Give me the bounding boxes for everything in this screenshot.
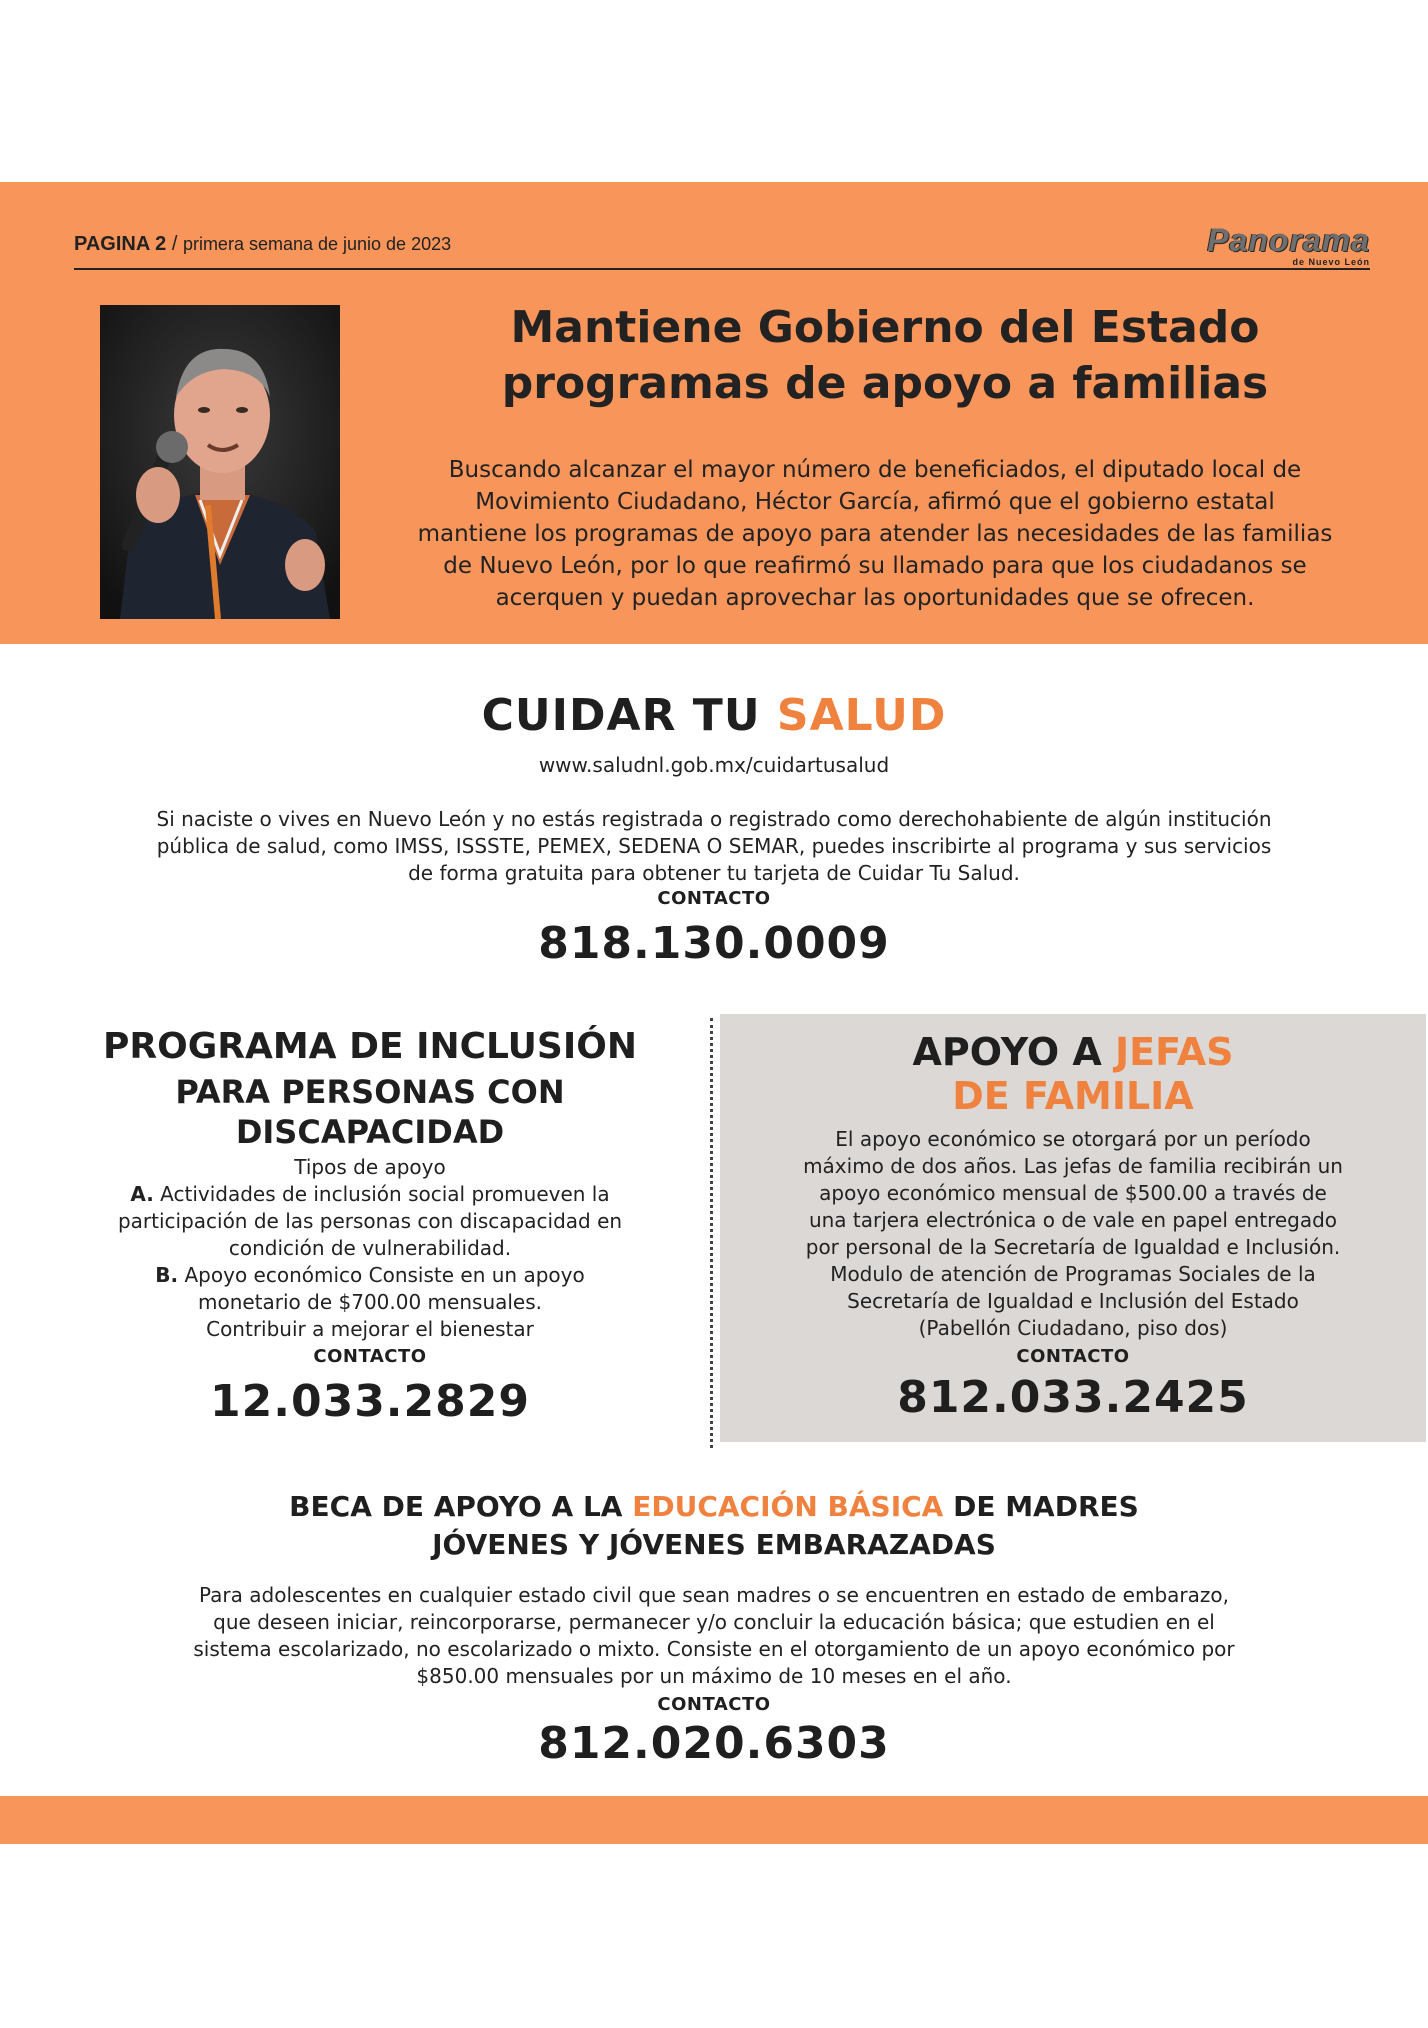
jefas-body (730, 1126, 1416, 1342)
beca-line: Para adolescentes en cualquier estado civil que sean madres o se encuentren en estado de embarazo, (199, 1583, 1229, 1607)
lead-line: Movimiento Ciudadano, Héctor García, afirmó que el gobierno estatal (475, 489, 1275, 515)
jefas-line: (Pabellón Ciudadano, piso dos) (918, 1316, 1228, 1340)
beca-title-c: DE MADRES (943, 1490, 1139, 1523)
header-rule (74, 268, 1370, 270)
jefas-line: Secretaría de Igualdad e Inclusión del Estado (847, 1289, 1299, 1313)
beca-line: $850.00 mensuales por un máximo de 10 meses en el año. (416, 1664, 1012, 1688)
inclusion-subtitle (40, 1072, 700, 1152)
lead-paragraph (370, 454, 1380, 614)
jefas-title (720, 1030, 1426, 1118)
inclusion-line: participación de las personas con discapacidad en (117, 1209, 623, 1233)
jefas-line: El apoyo económico se otorgará por un período (835, 1127, 1311, 1151)
salud-line: pública de salud, como IMSS, ISSSTE, PEMEX, SEDENA O SEMAR, puedes inscribirte al programa y sus servicios (156, 834, 1272, 858)
inclusion-types: Tipos de apoyo (294, 1155, 446, 1179)
lead-line: acerquen y puedan aprovechar las oportunidades que se ofrecen. (495, 585, 1255, 611)
logo-sub: de Nuevo León (1292, 257, 1370, 267)
footer-orange-band (0, 1796, 1428, 1844)
inclusion-b-text: Apoyo económico Consiste en un apoyo (178, 1263, 585, 1287)
inclusion-line: monetario de $700.00 mensuales. (197, 1290, 543, 1314)
inclusion-sub-2: DISCAPACIDAD (235, 1113, 505, 1151)
jefas-title-b: JEFAS (1115, 1030, 1234, 1074)
inclusion-a-label: A. (130, 1182, 154, 1206)
panorama-logo (1162, 224, 1370, 266)
lead-line: de Nuevo León, por lo que reafirmó su llamado para que los ciudadanos se (443, 553, 1307, 579)
inclusion-b (40, 1262, 700, 1289)
inclusion-title: PROGRAMA DE INCLUSIÓN (103, 1026, 637, 1067)
jefas-line: una tarjera electrónica o de vale en papel entregado (808, 1208, 1338, 1232)
salud-contact-label: CONTACTO (657, 888, 771, 909)
beca-title (0, 1488, 1428, 1564)
beca-title-b: EDUCACIÓN BÁSICA (632, 1490, 944, 1523)
logo-name: Panorama (1207, 222, 1370, 258)
beca-title-a: BECA DE APOYO A LA (289, 1490, 633, 1523)
jefas-line: máximo de dos años. Las jefas de familia recibirán un (803, 1154, 1343, 1178)
salud-title (0, 690, 1428, 741)
salud-body (60, 806, 1368, 887)
beca-phone[interactable]: 812.020.6303 (538, 1718, 890, 1769)
lead-line: mantiene los programas de apoyo para atender las necesidades de las familias (417, 521, 1333, 547)
jefas-contact-label: CONTACTO (1016, 1346, 1130, 1367)
separator: / (171, 233, 178, 255)
headline-line-2: programas de apoyo a familias (501, 358, 1269, 409)
beca-contact-label: CONTACTO (657, 1694, 771, 1715)
issue-date: primera semana de junio de 2023 (182, 234, 452, 254)
beca-line: que deseen iniciar, reincorporarse, permanecer y/o concluir la educación básica; que estudien en el (213, 1610, 1215, 1634)
jefas-title-a: APOYO A (912, 1030, 1116, 1074)
inclusion-a-text: Actividades de inclusión social promueven la (153, 1182, 610, 1206)
headline (390, 300, 1380, 412)
inclusion-line: condición de vulnerabilidad. (228, 1236, 512, 1260)
salud-url[interactable]: www.saludnl.gob.mx/cuidartusalud (538, 753, 890, 777)
jefas-line: por personal de la Secretaría de Igualdad e Inclusión. (805, 1235, 1341, 1259)
beca-title-d: JÓVENES Y JÓVENES EMBARAZADAS (432, 1528, 996, 1561)
column-divider (710, 1018, 713, 1448)
page-label (74, 233, 451, 256)
inclusion-contact-label: CONTACTO (313, 1346, 427, 1367)
jefas-phone[interactable]: 812.033.2425 (897, 1372, 1249, 1423)
inclusion-body (40, 1154, 700, 1343)
salud-line: de forma gratuita para obtener tu tarjeta de Cuidar Tu Salud. (408, 861, 1020, 885)
inclusion-b-label: B. (155, 1263, 179, 1287)
inclusion-a (40, 1181, 700, 1208)
inclusion-line: Contribuir a mejorar el bienestar (206, 1317, 534, 1341)
salud-phone[interactable]: 818.130.0009 (538, 918, 890, 969)
inclusion-sub-1: PARA PERSONAS CON (175, 1073, 565, 1111)
beca-line: sistema escolarizado, no escolarizado o mixto. Consiste en el otorgamiento de un apoyo económico por (193, 1637, 1235, 1661)
jefas-line: Modulo de atención de Programas Sociales de la (830, 1262, 1316, 1286)
beca-body (60, 1582, 1368, 1690)
salud-title-a: CUIDAR TU (481, 690, 777, 741)
page-number: PAGINA 2 (74, 233, 167, 255)
lead-line: Buscando alcanzar el mayor número de beneficiados, el diputado local de (448, 457, 1302, 483)
jefas-title-c: DE FAMILIA (952, 1074, 1194, 1118)
inclusion-phone[interactable]: 12.033.2829 (210, 1376, 530, 1427)
jefas-line: apoyo económico mensual de $500.00 a través de (819, 1181, 1327, 1205)
speaker-photo (100, 305, 340, 619)
salud-line: Si naciste o vives en Nuevo León y no estás registrada o registrado como derechohabiente de algún institución (156, 807, 1272, 831)
salud-title-b: SALUD (776, 690, 947, 741)
headline-line-1: Mantiene Gobierno del Estado (510, 302, 1260, 353)
